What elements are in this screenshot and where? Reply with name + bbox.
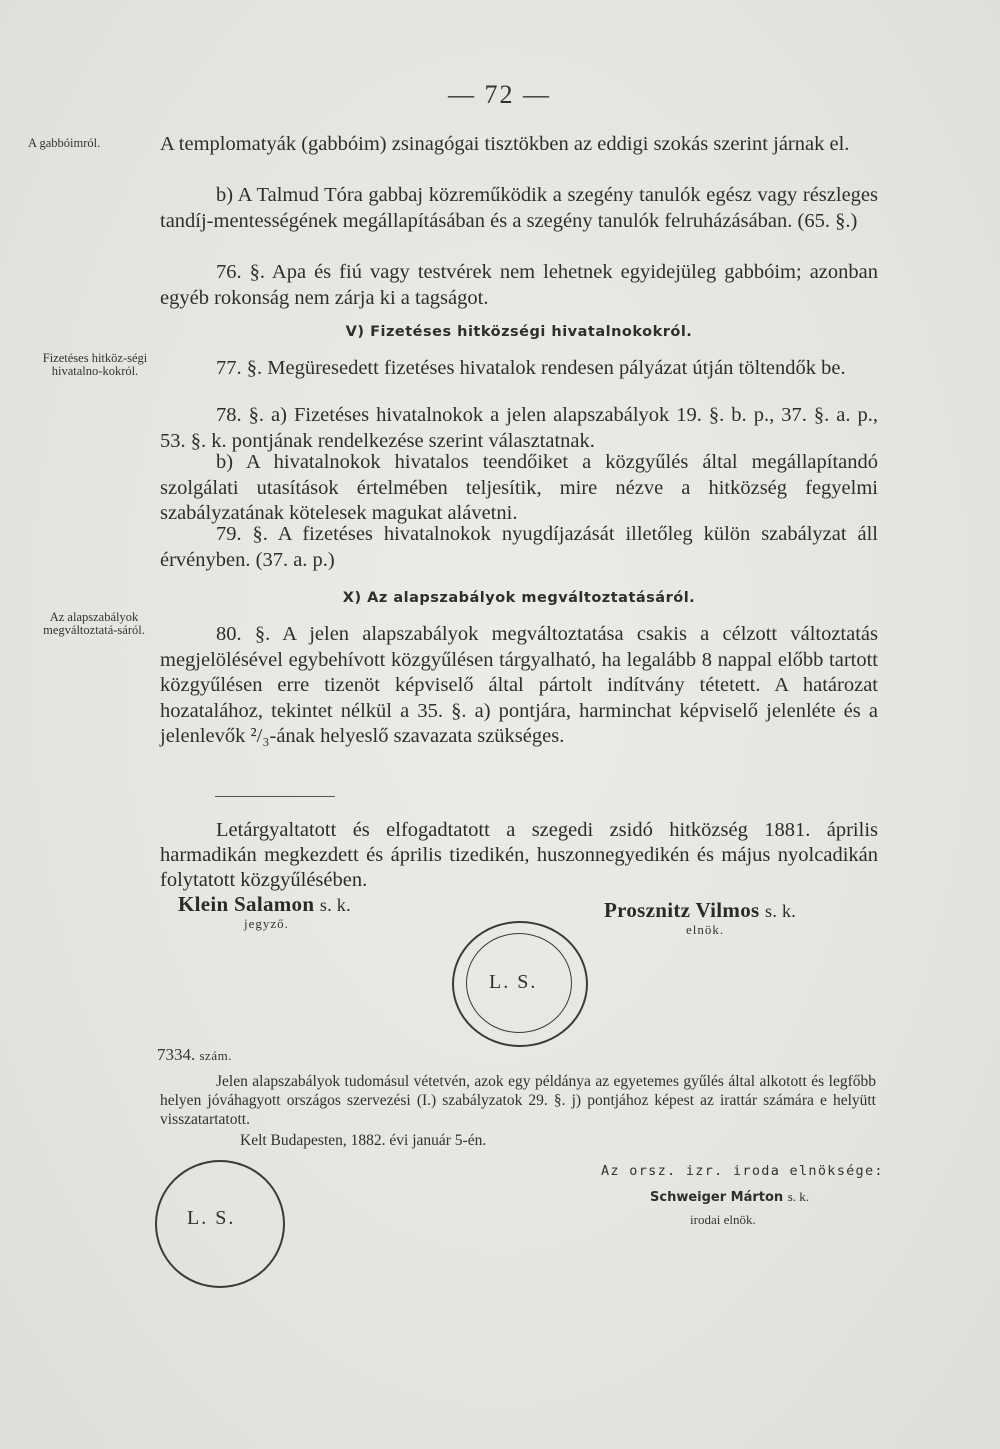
office-signatory: [650, 1189, 809, 1205]
paragraph: A templomatyák (gabbóim) zsinagógai tisztökben az eddigi szokás szerint járnak el.: [160, 133, 850, 155]
reference-number: [157, 1045, 232, 1065]
seal-top-text: L. S.: [489, 971, 538, 993]
office-header: Az orsz. izr. iroda elnöksége:: [601, 1163, 884, 1179]
signatory-name: Prosznitz Vilmos: [604, 898, 760, 922]
paragraph: b) A hivatalnokok hivatalos teendőiket a közgyűlés által megállapítandó szolgálati utasítások értelmében teljesítik, mire nézve a hitközség fegyelmi szabályzatának kötelesek magukat alávetni.: [160, 451, 878, 524]
signature-left-role: jegyző.: [244, 916, 289, 931]
margin-note-alapszabalyok: Az alapszabályok megváltoztatá-sáról.: [43, 610, 145, 637]
reference-value: 7334.: [157, 1045, 196, 1064]
section-title-x: X) Az alapszabályok megváltoztatásáról.: [342, 590, 696, 606]
section-title-v: V) Fizetéses hitközségi hivatalnokokról.: [345, 324, 693, 340]
dated-line: Kelt Budapesten, 1882. évi január 5-én.: [240, 1132, 487, 1149]
margin-note-fizeteses: Fizetéses hitköz-ségi hivatalno-kokról.: [42, 351, 148, 378]
closing-statement: Letárgyaltatott és elfogadtatott a szegedi zsidó hitközség 1881. április harmadikán megkezdett és április tizedikén, huszonnegyedikén és május nyolcadikán folytatott közgyűlésében.: [160, 819, 878, 891]
sk-mark: s. k.: [787, 1189, 810, 1204]
paragraph: 79. §. A fizetéses hivatalnokok nyugdíjazását illetőleg külön szabályzat áll érvényben. (37. a. p.): [160, 523, 878, 571]
sk-mark: s. k.: [319, 895, 351, 915]
reference-label: szám.: [199, 1048, 232, 1063]
ministry-approval-text: Jelen alapszabályok tudomásul vétetvén, azok egy példánya az egyetemes gyűlés által alkotott és legfőbb helyen jóváhagyott országos szervezési (I.) szabályzatok 29. §. j) pontjához képest az irattár számára e helyütt visszatartatott.: [160, 1073, 876, 1128]
divider: [215, 796, 335, 797]
paragraph: 80. §. A jelen alapszabályok megváltoztatása csakis a célzott változtatás megjelölésével egybehívott közgyűlésen tárgyalható, ha legalább 8 nappal előbb tartott közgyűlésen erre tizenöt képviselő által pártolt indítvány tétetett. A határozat hozatalához, tekintet nélkül a 35. §. a) pontjára, harminchat képviselő jelenléte és a jelenlevők ²/₃-ának helyeslő szavazata szükséges.: [160, 623, 878, 747]
seal-bottom-text: L. S.: [187, 1207, 236, 1229]
paragraph: 76. §. Apa és fiú vagy testvérek nem lehetnek egyidejüleg gabbóim; azonban egyéb rokonság nem zárja ki a tagságot.: [160, 261, 878, 309]
page-number: — 72 —: [448, 80, 551, 109]
paragraph: 78. §. a) Fizetéses hivatalnokok a jelen alapszabályok 19. §. b. p., 37. §. a. p., 53. §. k. pontjának rendelkezése szerint választatnak.: [160, 404, 878, 452]
signature-right-role: elnök.: [686, 922, 725, 937]
margin-note-gabboim: A gabbóimról.: [28, 136, 101, 150]
signature-right-name: [604, 898, 796, 923]
signature-left-name: [178, 892, 351, 917]
sk-mark: s. k.: [765, 901, 797, 921]
office-role: irodai elnök.: [690, 1212, 756, 1227]
paragraph: b) A Talmud Tóra gabbaj közreműködik a szegény tanulók egész vagy részleges tandíj-mentességének megállapításában és a szegény tanulók felruházásában. (65. §.): [160, 184, 878, 232]
paragraph: 77. §. Megüresedett fizetéses hivatalok rendesen pályázat útján töltendők be.: [216, 357, 846, 379]
signatory-name: Klein Salamon: [178, 892, 315, 916]
signatory-name: Schweiger Márton: [650, 1190, 784, 1205]
